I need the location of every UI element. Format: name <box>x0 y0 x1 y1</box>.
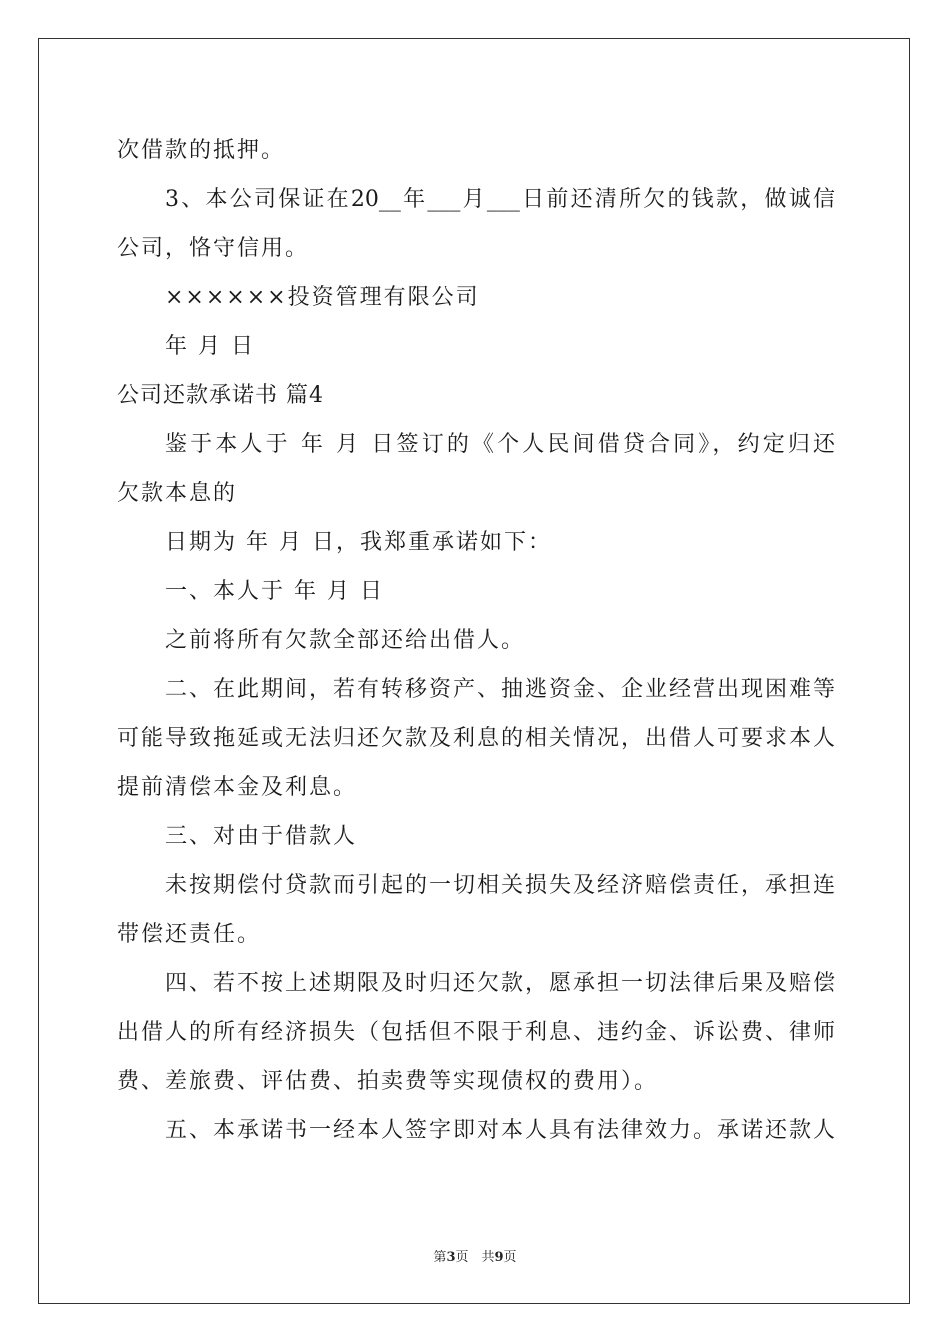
paragraph-line: 四、若不按上述期限及时归还欠款，愿承担一切法律后果及赔偿 <box>165 971 835 996</box>
paragraph-line: 费、差旅费、评估费、拍卖费等实现债权的费用）。 <box>117 1069 659 1094</box>
paragraph-line: 未按期偿付贷款而引起的一切相关损失及经济赔偿责任，承担连 <box>165 873 835 898</box>
page-footer <box>0 1246 950 1265</box>
paragraph-line: 提前清偿本金及利息。 <box>117 775 358 800</box>
paragraph-line: 出借人的所有经济损失（包括但不限于利息、违约金、诉讼费、律师 <box>117 1020 835 1045</box>
section-heading: 公司还款承诺书 篇4 <box>117 383 324 408</box>
paragraph-line: 五、本承诺书一经本人签字即对本人具有法律效力。承诺还款人 <box>165 1118 835 1143</box>
current-page-number: 3 <box>446 1250 456 1265</box>
total-page-count: 9 <box>494 1250 504 1265</box>
date-line: 年 月 日 <box>165 334 255 359</box>
paragraph-line: 日期为 年 月 日，我郑重承诺如下： <box>165 530 552 555</box>
paragraph-line: 之前将所有欠款全部还给出借人。 <box>165 628 526 653</box>
footer-middle: 页 共 <box>455 1250 495 1265</box>
document-body <box>117 126 835 1155</box>
footer-suffix: 页 <box>503 1250 517 1265</box>
paragraph-line: 公司，恪守信用。 <box>117 236 310 261</box>
footer-prefix: 第 <box>433 1250 447 1265</box>
paragraph-line: 鉴于本人于 年 月 日签订的《个人民间借贷合同》，约定归还 <box>165 432 835 457</box>
paragraph-line: 可能导致拖延或无法归还欠款及利息的相关情况，出借人可要求本人 <box>117 726 835 751</box>
paragraph-line: 带偿还责任。 <box>117 922 262 947</box>
paragraph-line: 二、在此期间，若有转移资产、抽逃资金、企业经营出现困难等 <box>165 677 835 702</box>
paragraph-line: 欠款本息的 <box>117 481 238 506</box>
paragraph-line: 次借款的抵押。 <box>117 138 286 163</box>
paragraph-line: 3、本公司保证在20__年___月___日前还清所欠的钱款，做诚信 <box>165 187 835 212</box>
company-name: ××××××投资管理有限公司 <box>165 285 480 310</box>
paragraph-line: 一、本人于 年 月 日 <box>165 579 384 604</box>
paragraph-line: 三、对由于借款人 <box>165 824 358 849</box>
